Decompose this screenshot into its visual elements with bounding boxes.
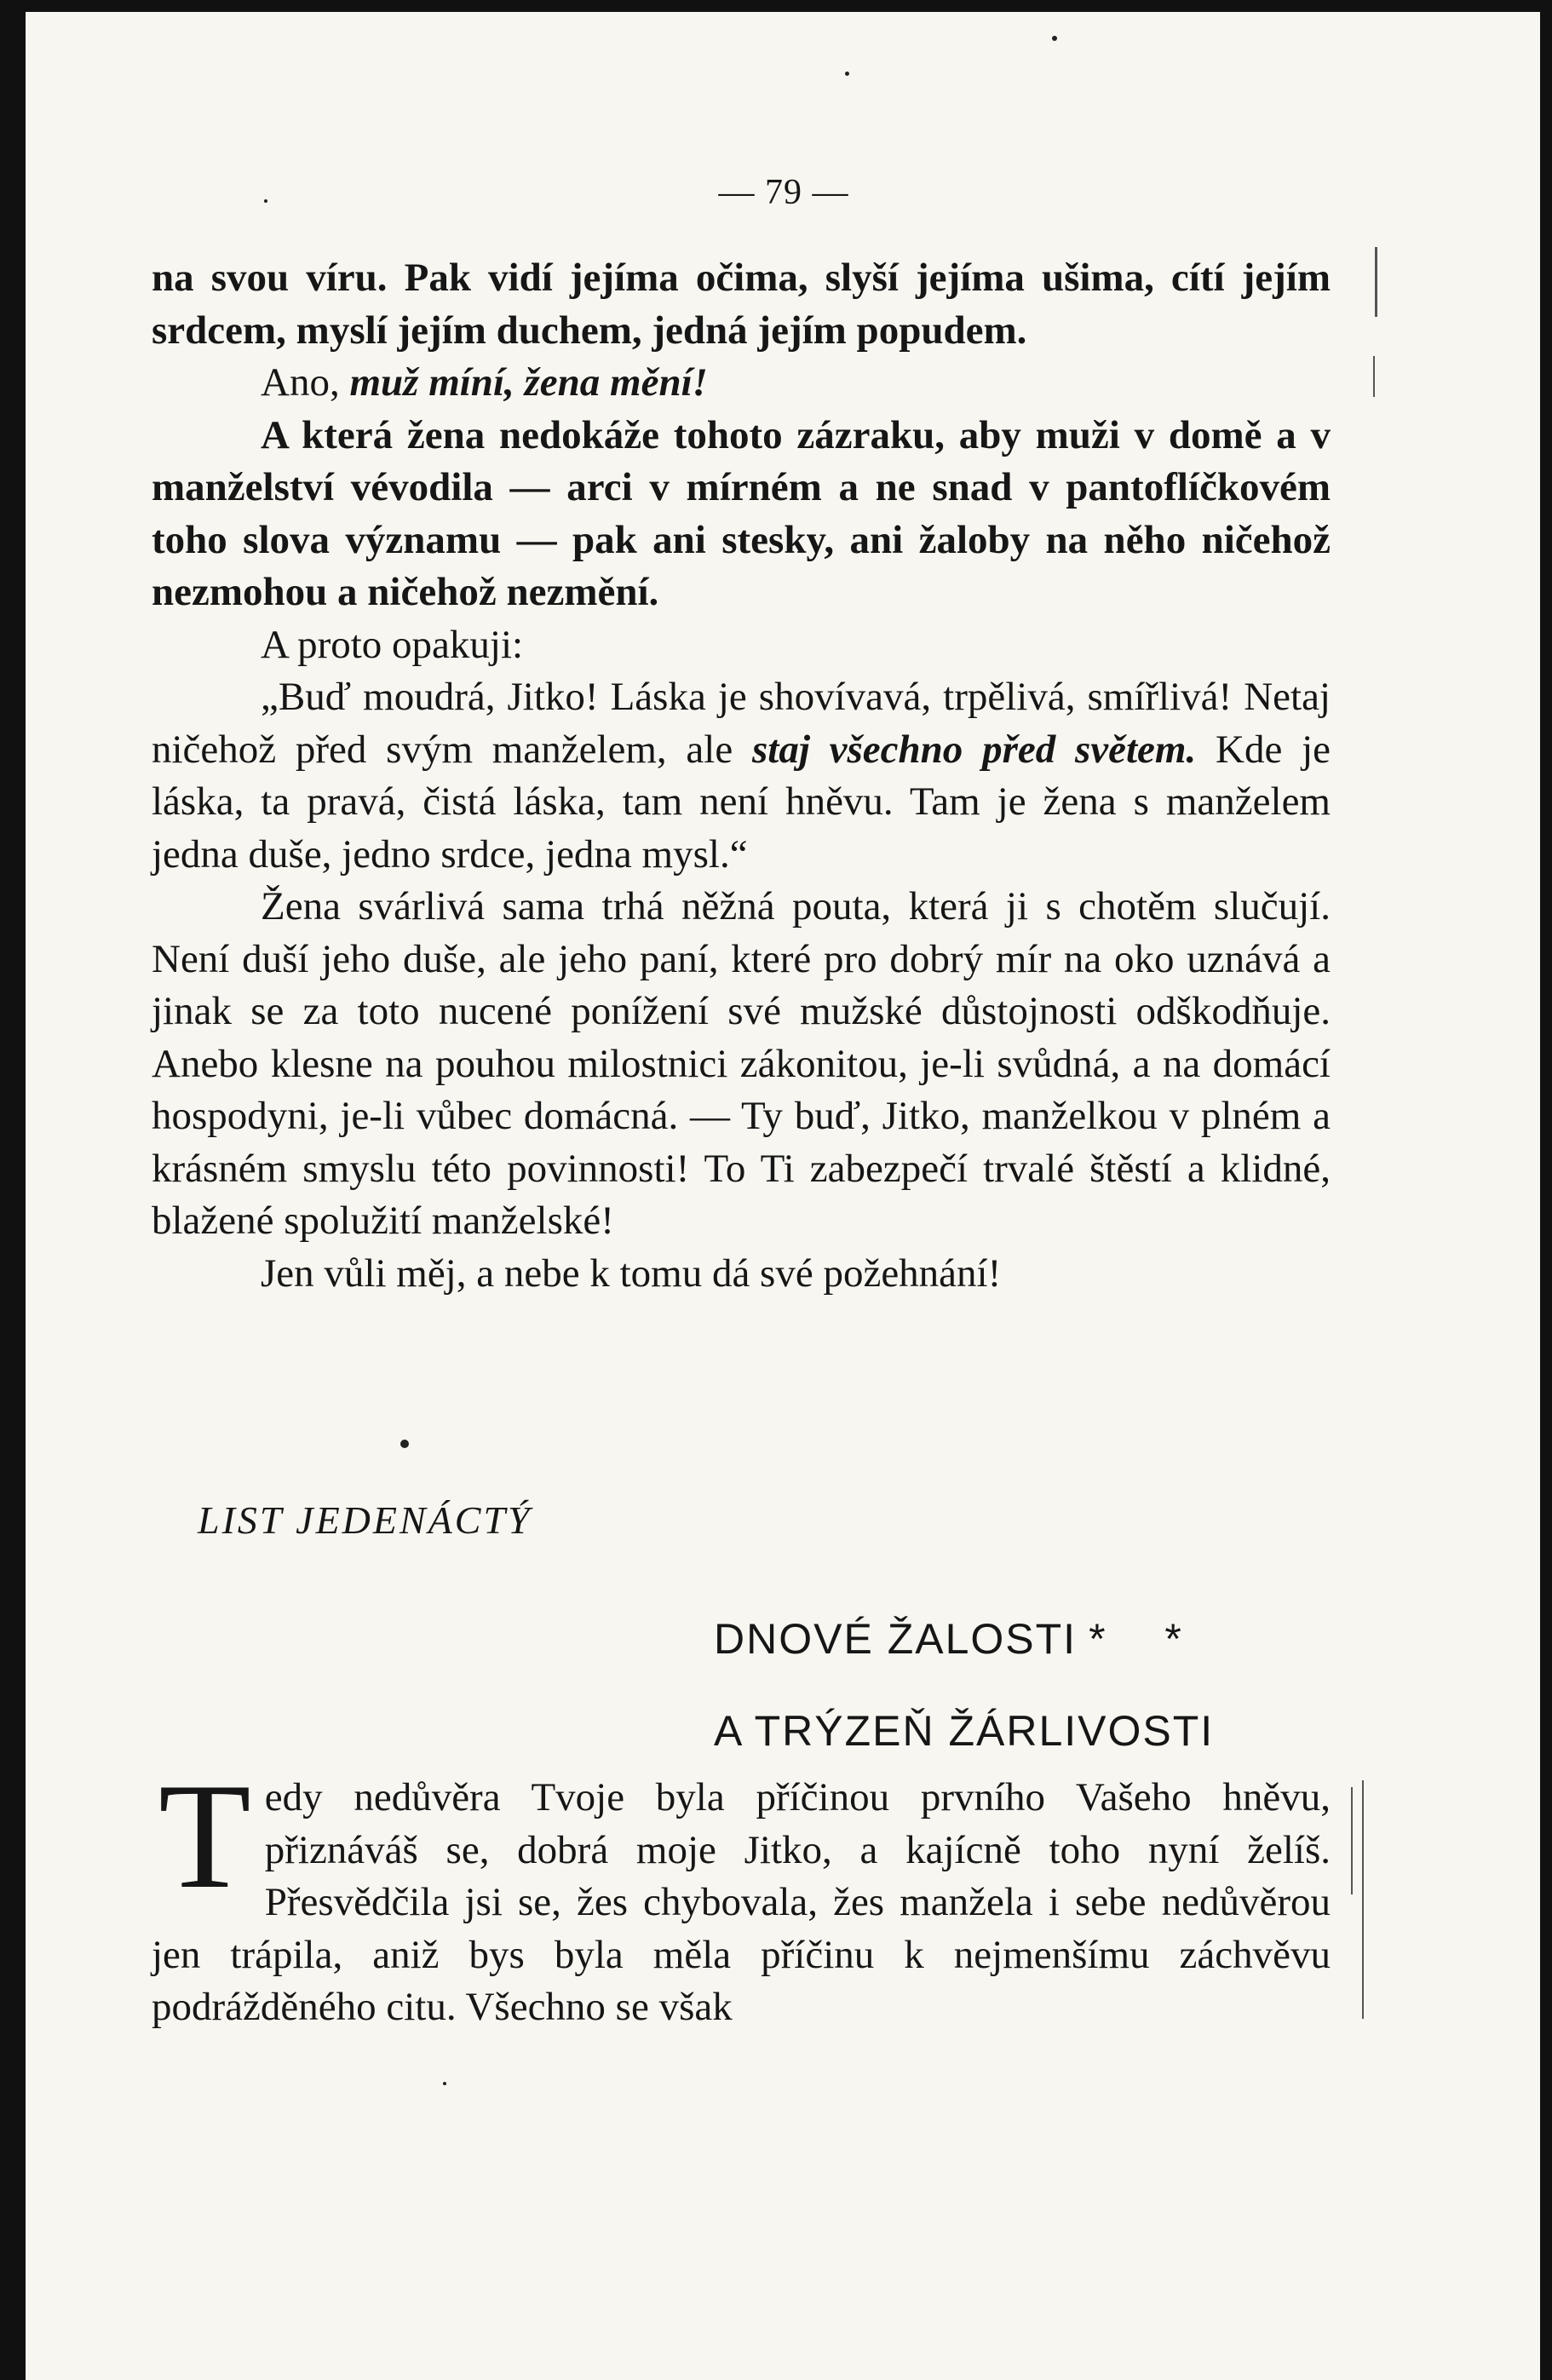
chapter-opening-text: [152, 1751, 1331, 2034]
drop-cap: T: [158, 1751, 251, 1920]
chapter-opening-paragraph: edy nedůvěra Tvoje byla příčinou prvního Vašeho hněvu, přiznáváš se, dobrá moje Jitko, a kajícně toho nyní želíš. Přesvědčila jsi se, žes chybovala, žes manžela i sebe nedůvěrou jen trápila, aniž bys byla měla příčinu k nejmenšímu záchvěvu podrážděného citu. Všechno se však: [152, 1775, 1331, 2029]
paragraph-5: [152, 671, 1331, 881]
margin-mark: [1375, 247, 1377, 317]
paper-speck: [264, 199, 267, 203]
paragraph-5-part-1: „Buď moudrá, Jitko! Láska je shovívavá, trpělivá, smířlivá! Netaj ničehož před svým manželem, ale: [152, 675, 1331, 772]
page-number: — 79 —: [718, 173, 849, 212]
paper-speck: [443, 2082, 446, 2085]
chapter-title-line-1: [714, 1593, 1336, 1685]
paper-speck: [845, 72, 849, 76]
paragraph-5-emphasis: staj všechno před světem.: [751, 727, 1197, 772]
chapter-label: LIST JEDENÁCTÝ: [198, 1498, 532, 1542]
body-text: [152, 252, 1331, 1300]
scan-border-top: [0, 0, 1552, 12]
paper-speck: [1052, 36, 1057, 41]
paragraph-6: Žena svárlivá sama trhá něžná pouta, která ji s chotěm slučují. Není duší jeho duše, ale jeho paní, které pro dobrý mír na oko uznává a jinak se za toto nucené ponížení své mužské důstojnosti odškodňuje. Anebo klesne na pouhou milostnici zákonitou, je-li svůdná, a na domácí hospodyni, je-li vůbec domácná. — Ty buď, Jitko, manželkou v plném a krásném smyslu této povinnosti! To Ti zabezpečí trvalé štěstí a klidné, blažené spolužití manželské!: [152, 884, 1331, 1243]
paragraph-2-prefix: Ano,: [261, 360, 350, 405]
paragraph-1: na svou víru. Pak vidí jejíma očima, slyší jejíma ušima, cítí jejím srdcem, myslí jejím duchem, jedná jejím popudem.: [152, 256, 1331, 353]
paragraph-2-emphasis: muž míní, žena mění!: [349, 360, 708, 405]
chapter-asterisks: * *: [1089, 1615, 1205, 1663]
paragraph-4: A proto opakuji:: [261, 622, 524, 667]
chapter-title-line-1-text: DNOVÉ ŽALOSTI: [714, 1615, 1078, 1663]
paragraph-5-part-2: Kde je láska, ta pravá, čistá láska, tam není hněvu. Tam je žena s manželem jedna duše, jedno srdce, jedna mysl.“: [152, 727, 1331, 877]
scan-border-right: [1540, 0, 1552, 2380]
paper-speck: [400, 1440, 409, 1448]
chapter-title-line-2: A TRÝZEŇ ŽÁRLIVOSTI: [714, 1707, 1215, 1755]
paragraph-7: Jen vůli měj, a nebe k tomu dá své požehnání!: [261, 1250, 1002, 1296]
margin-mark: [1351, 1787, 1353, 1894]
margin-mark: [1373, 356, 1375, 397]
paragraph-3: A která žena nedokáže tohoto zázraku, aby muži v domě a v manželství vévodila — arci v mírném a ne snad v pantoflíčkovém toho slova významu — pak ani stesky, ani žaloby na něho ničehož nezmohou a ničehož nezmění.: [152, 412, 1331, 614]
chapter-title: [714, 1593, 1336, 1777]
scan-border-left: [0, 0, 26, 2380]
paragraph-2: [152, 357, 1331, 410]
margin-mark: [1362, 1780, 1364, 2019]
